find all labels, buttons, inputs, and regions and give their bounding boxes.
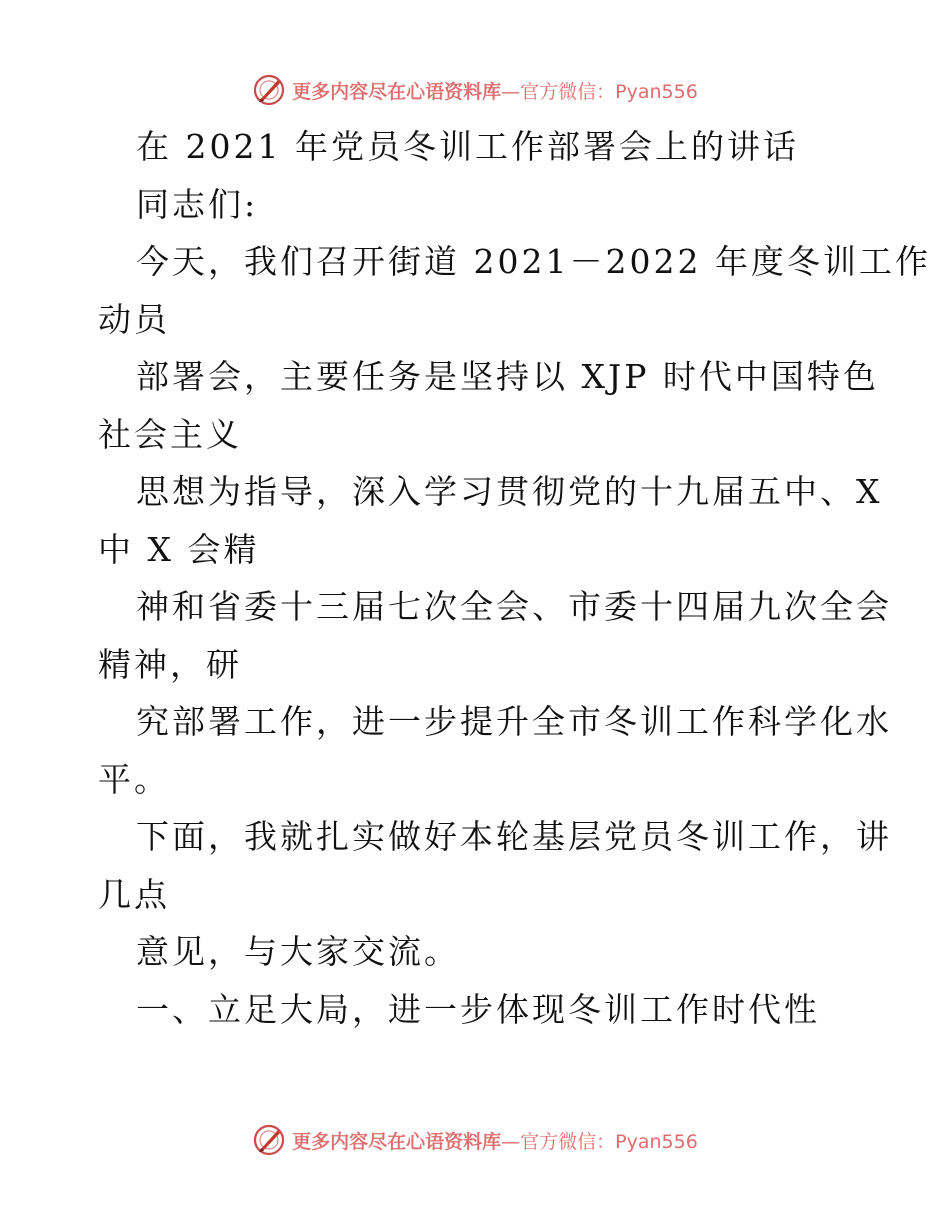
text-line: 精神，研: [98, 644, 242, 684]
watermark-text-rest: —官方微信：Pyan556: [501, 80, 698, 103]
watermark-text: [292, 1127, 698, 1154]
text-line: 思想为指导，深入学习贯彻党的十九届五中、X: [136, 472, 883, 511]
watermark-text-bold: 更多内容尽在心语资料库: [292, 1130, 502, 1153]
watermark-text: [292, 77, 698, 104]
text-line: 意见，与大家交流。: [136, 932, 460, 971]
watermark-footer: [0, 1120, 950, 1160]
text-line: 社会主义: [98, 414, 242, 454]
text-line: 今天，我们召开街道 2021－2022 年度冬训工作: [136, 242, 931, 281]
text-line: 平。: [98, 759, 170, 799]
watermark-text-bold: 更多内容尽在心语资料库: [292, 80, 502, 103]
quill-logo-icon: [252, 1123, 286, 1157]
watermark-header: [0, 70, 950, 110]
text-line: 部署会，主要任务是坚持以 XJP 时代中国特色: [136, 357, 879, 396]
text-line: 同志们:: [136, 184, 259, 224]
document-body: [98, 118, 931, 1038]
quill-logo-icon: [252, 73, 286, 107]
text-line: 下面，我就扎实做好本轮基层党员冬训工作，讲: [136, 817, 892, 856]
text-line: 中 X 会精: [98, 529, 260, 569]
text-line: 动员: [98, 299, 170, 339]
text-line: 一、立足大局，进一步体现冬训工作时代性: [136, 989, 820, 1029]
text-line: 在 2021 年党员冬训工作部署会上的讲话: [136, 127, 799, 166]
text-line: 究部署工作，进一步提升全市冬训工作科学化水: [136, 702, 892, 741]
watermark-text-rest: —官方微信：Pyan556: [501, 1130, 698, 1153]
text-line: 神和省委十三届七次全会、市委十四届九次全会: [136, 587, 892, 626]
text-line: 几点: [98, 874, 170, 914]
